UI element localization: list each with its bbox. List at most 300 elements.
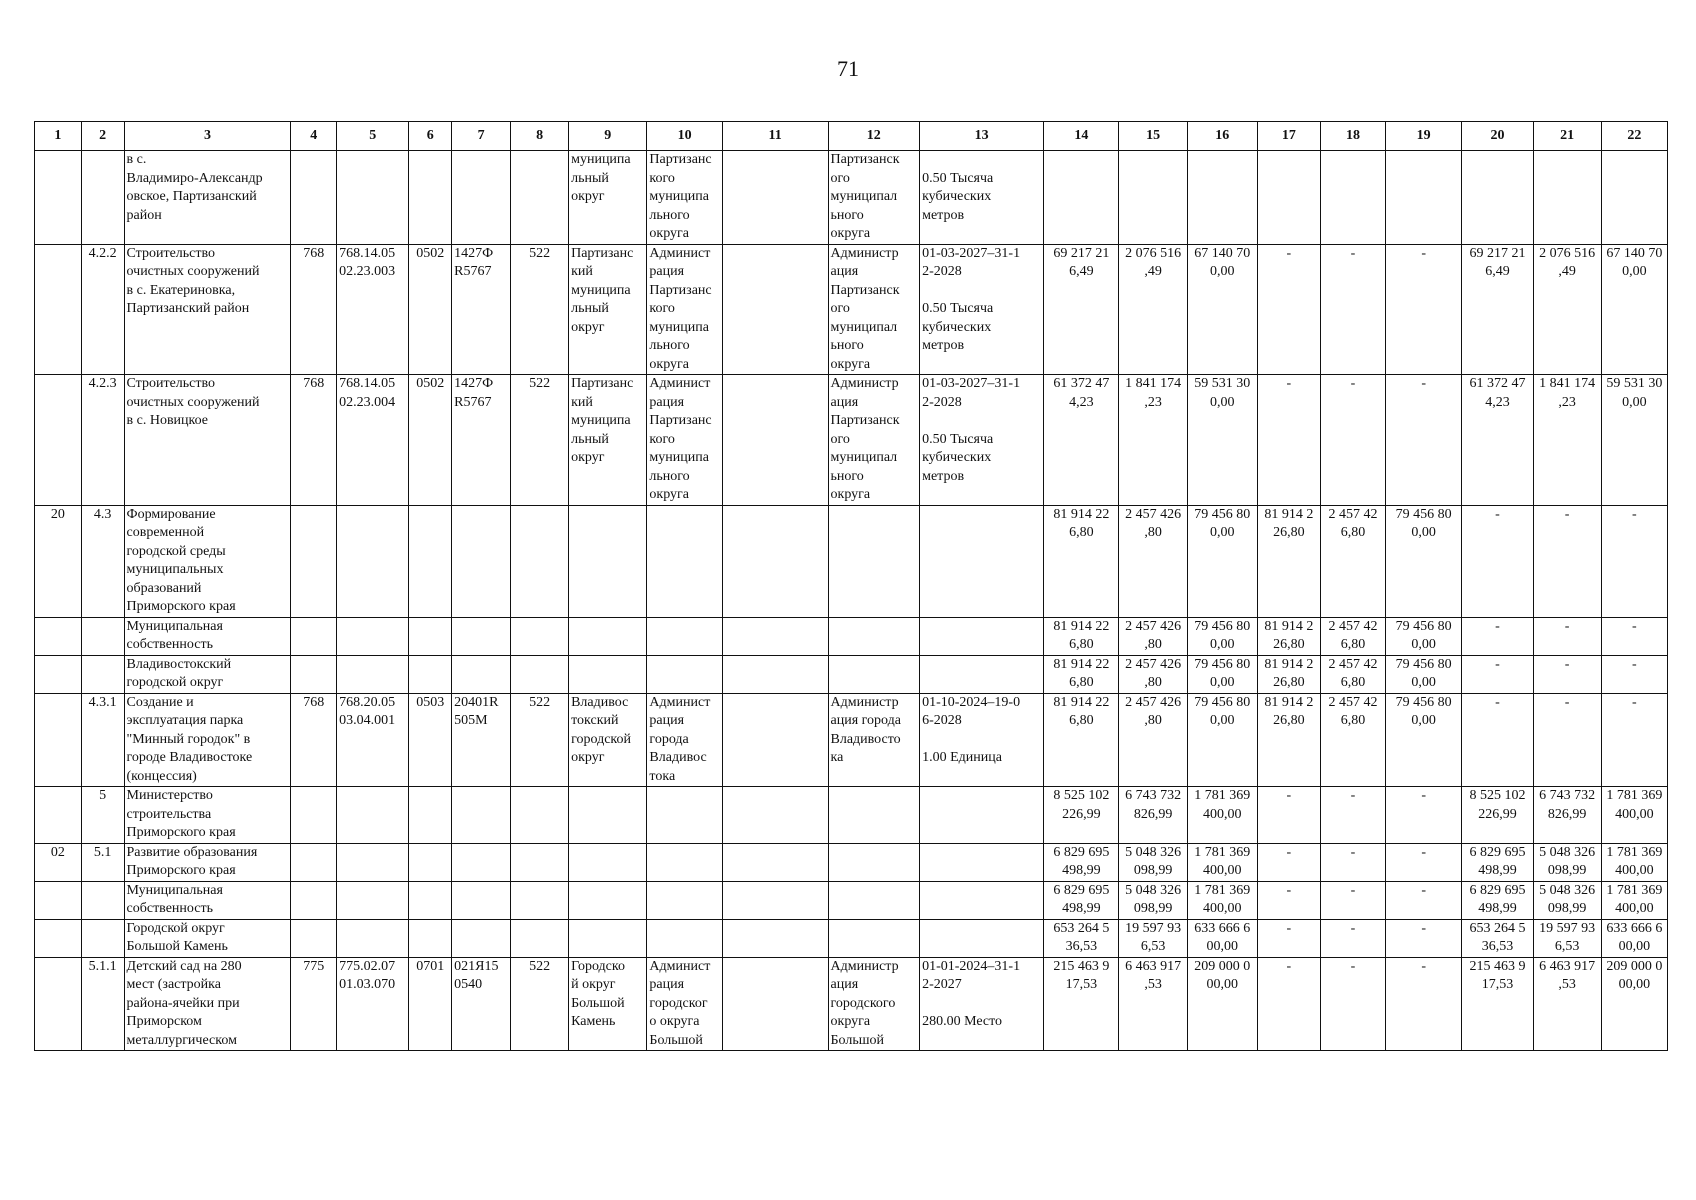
cell-col-15: 19 597 93 6,53 [1119, 919, 1187, 957]
cell-col-4: 775 [291, 957, 337, 1051]
cell-col-22 [1601, 151, 1667, 245]
cell-col-11 [722, 151, 828, 245]
cell-col-2: 4.3 [81, 505, 124, 617]
cell-col-21: 5 048 326 098,99 [1533, 843, 1601, 881]
cell-col-6 [409, 787, 452, 844]
cell-col-21: 5 048 326 098,99 [1533, 881, 1601, 919]
cell-col-2 [81, 881, 124, 919]
cell-col-22: 633 666 6 00,00 [1601, 919, 1667, 957]
header-row [35, 122, 1668, 151]
cell-col-14: 69 217 21 6,49 [1044, 244, 1119, 375]
cell-col-11 [722, 881, 828, 919]
cell-col-6 [409, 505, 452, 617]
cell-col-18: 2 457 42 6,80 [1320, 693, 1385, 787]
cell-col-12 [828, 617, 920, 655]
cell-col-1 [35, 617, 82, 655]
column-header-16: 16 [1187, 122, 1257, 151]
column-header-18: 18 [1320, 122, 1385, 151]
cell-col-17: - [1257, 843, 1320, 881]
cell-col-14: 81 914 22 6,80 [1044, 617, 1119, 655]
cell-col-12 [828, 919, 920, 957]
cell-col-20 [1462, 151, 1533, 245]
cell-col-5 [337, 505, 409, 617]
cell-col-19: - [1386, 375, 1462, 506]
cell-col-4 [291, 655, 337, 693]
table-row-5-1-1 [35, 957, 1668, 1051]
cell-col-10: Админист рация Партизанс кого муниципа льного округа [647, 375, 722, 506]
column-header-4: 4 [291, 122, 337, 151]
cell-col-1 [35, 655, 82, 693]
cell-col-10: Админист рация городског о округа Большой [647, 957, 722, 1051]
cell-col-11 [722, 919, 828, 957]
cell-col-12: Администр ация города Владивосто ка [828, 693, 920, 787]
cell-col-5 [337, 881, 409, 919]
cell-col-11 [722, 655, 828, 693]
cell-col-2: 4.2.2 [81, 244, 124, 375]
cell-col-13: 01-03-2027–31-1 2-2028 0.50 Тысяча кубических метров [920, 375, 1044, 506]
table-row-mun-own-2 [35, 881, 1668, 919]
cell-col-12: Администр ация Партизанск ого муниципал ьного округа [828, 244, 920, 375]
cell-col-20: - [1462, 617, 1533, 655]
cell-col-9: Городско й округ Большой Камень [569, 957, 647, 1051]
cell-col-6 [409, 617, 452, 655]
cell-col-13 [920, 919, 1044, 957]
cell-col-5 [337, 151, 409, 245]
cell-col-3: Строительство очистных сооружений в с. Новицкое [124, 375, 291, 506]
cell-col-12: Администр ация Партизанск ого муниципал ьного округа [828, 375, 920, 506]
cell-col-12: Администр ация городского округа Большой [828, 957, 920, 1051]
cell-col-13 [920, 617, 1044, 655]
cell-col-1: 02 [35, 843, 82, 881]
cell-col-1 [35, 919, 82, 957]
cell-col-1 [35, 957, 82, 1051]
cell-col-1 [35, 151, 82, 245]
cell-col-11 [722, 375, 828, 506]
column-header-8: 8 [511, 122, 569, 151]
cell-col-9 [569, 881, 647, 919]
cell-col-3: Городской округ Большой Камень [124, 919, 291, 957]
cell-col-12 [828, 881, 920, 919]
cell-col-17: - [1257, 244, 1320, 375]
cell-col-13 [920, 881, 1044, 919]
cell-col-17 [1257, 151, 1320, 245]
cell-col-5: 768.14.05 02.23.003 [337, 244, 409, 375]
cell-col-9 [569, 505, 647, 617]
cell-col-6 [409, 843, 452, 881]
cell-col-16 [1187, 151, 1257, 245]
cell-col-8: 522 [511, 693, 569, 787]
table-row-vladivostok [35, 655, 1668, 693]
cell-col-15: 2 457 426 ,80 [1119, 693, 1187, 787]
column-header-7: 7 [452, 122, 511, 151]
cell-col-14 [1044, 151, 1119, 245]
cell-col-13 [920, 505, 1044, 617]
table-row-4-3 [35, 505, 1668, 617]
cell-col-7: 1427Ф R5767 [452, 244, 511, 375]
table-row-mun-own-1 [35, 617, 1668, 655]
cell-col-4 [291, 881, 337, 919]
cell-col-11 [722, 244, 828, 375]
cell-col-17: 81 914 2 26,80 [1257, 617, 1320, 655]
cell-col-15 [1119, 151, 1187, 245]
column-header-2: 2 [81, 122, 124, 151]
cell-col-6: 0701 [409, 957, 452, 1051]
table-row-4-3-1 [35, 693, 1668, 787]
cell-col-18: 2 457 42 6,80 [1320, 655, 1385, 693]
cell-col-12 [828, 843, 920, 881]
cell-col-12 [828, 655, 920, 693]
cell-col-7 [452, 505, 511, 617]
cell-col-7: 021Я15 0540 [452, 957, 511, 1051]
cell-col-20: 8 525 102 226,99 [1462, 787, 1533, 844]
cell-col-20: 6 829 695 498,99 [1462, 881, 1533, 919]
cell-col-8: 522 [511, 244, 569, 375]
cell-col-7 [452, 919, 511, 957]
cell-col-9 [569, 787, 647, 844]
cell-col-8 [511, 655, 569, 693]
cell-col-8: 522 [511, 375, 569, 506]
cell-col-16: 1 781 369 400,00 [1187, 843, 1257, 881]
cell-col-19: - [1386, 881, 1462, 919]
cell-col-7: 1427Ф R5767 [452, 375, 511, 506]
cell-col-6: 0502 [409, 244, 452, 375]
cell-col-21: 19 597 93 6,53 [1533, 919, 1601, 957]
cell-col-19: - [1386, 957, 1462, 1051]
cell-col-10 [647, 505, 722, 617]
cell-col-21 [1533, 151, 1601, 245]
column-header-1: 1 [35, 122, 82, 151]
column-header-5: 5 [337, 122, 409, 151]
cell-col-8 [511, 505, 569, 617]
cell-col-10: Партизанс кого муниципа льного округа [647, 151, 722, 245]
column-header-20: 20 [1462, 122, 1533, 151]
cell-col-19: 79 456 80 0,00 [1386, 655, 1462, 693]
cell-col-10: Админист рация Партизанс кого муниципа льного округа [647, 244, 722, 375]
cell-col-9: муниципа льный округ [569, 151, 647, 245]
cell-col-19: 79 456 80 0,00 [1386, 617, 1462, 655]
cell-col-1: 20 [35, 505, 82, 617]
cell-col-18 [1320, 151, 1385, 245]
cell-col-15: 2 457 426 ,80 [1119, 617, 1187, 655]
cell-col-14: 215 463 9 17,53 [1044, 957, 1119, 1051]
cell-col-21: 6 463 917 ,53 [1533, 957, 1601, 1051]
cell-col-8 [511, 919, 569, 957]
cell-col-20: 61 372 47 4,23 [1462, 375, 1533, 506]
cell-col-2: 5 [81, 787, 124, 844]
cell-col-18: - [1320, 881, 1385, 919]
cell-col-21: - [1533, 617, 1601, 655]
cell-col-18: - [1320, 957, 1385, 1051]
cell-col-10 [647, 655, 722, 693]
cell-col-19: - [1386, 787, 1462, 844]
cell-col-3: Муниципальная собственность [124, 881, 291, 919]
cell-col-2: 4.2.3 [81, 375, 124, 506]
cell-col-7 [452, 881, 511, 919]
table-body [35, 151, 1668, 1051]
cell-col-20: - [1462, 505, 1533, 617]
cell-col-21: 2 076 516 ,49 [1533, 244, 1601, 375]
cell-col-16: 79 456 80 0,00 [1187, 655, 1257, 693]
column-header-12: 12 [828, 122, 920, 151]
cell-col-15: 5 048 326 098,99 [1119, 843, 1187, 881]
cell-col-5 [337, 787, 409, 844]
cell-col-14: 61 372 47 4,23 [1044, 375, 1119, 506]
cell-col-19: - [1386, 843, 1462, 881]
cell-col-17: 81 914 2 26,80 [1257, 505, 1320, 617]
cell-col-4 [291, 151, 337, 245]
cell-col-16: 79 456 80 0,00 [1187, 617, 1257, 655]
column-header-17: 17 [1257, 122, 1320, 151]
column-header-15: 15 [1119, 122, 1187, 151]
table-header [35, 122, 1668, 151]
cell-col-14: 81 914 22 6,80 [1044, 505, 1119, 617]
column-header-21: 21 [1533, 122, 1601, 151]
cell-col-4 [291, 787, 337, 844]
page-number: 71 [837, 56, 859, 81]
cell-col-20: 69 217 21 6,49 [1462, 244, 1533, 375]
cell-col-1 [35, 881, 82, 919]
table-row-bolshoy-kamen [35, 919, 1668, 957]
cell-col-16: 59 531 30 0,00 [1187, 375, 1257, 506]
cell-col-1 [35, 375, 82, 506]
cell-col-21: 6 743 732 826,99 [1533, 787, 1601, 844]
cell-col-19: - [1386, 919, 1462, 957]
cell-col-16: 1 781 369 400,00 [1187, 787, 1257, 844]
cell-col-18: 2 457 42 6,80 [1320, 617, 1385, 655]
cell-col-22: - [1601, 617, 1667, 655]
cell-col-2: 5.1.1 [81, 957, 124, 1051]
cell-col-18: 2 457 42 6,80 [1320, 505, 1385, 617]
cell-col-21: 1 841 174 ,23 [1533, 375, 1601, 506]
cell-col-1 [35, 244, 82, 375]
cell-col-14: 81 914 22 6,80 [1044, 655, 1119, 693]
cell-col-11 [722, 957, 828, 1051]
cell-col-16: 209 000 0 00,00 [1187, 957, 1257, 1051]
cell-col-22: 1 781 369 400,00 [1601, 843, 1667, 881]
column-header-14: 14 [1044, 122, 1119, 151]
cell-col-4 [291, 919, 337, 957]
cell-col-10 [647, 881, 722, 919]
cell-col-13 [920, 787, 1044, 844]
cell-col-14: 6 829 695 498,99 [1044, 881, 1119, 919]
cell-col-13: 01-03-2027–31-1 2-2028 0.50 Тысяча кубических метров [920, 244, 1044, 375]
cell-col-3: в с. Владимиро-Александр овское, Партизанский район [124, 151, 291, 245]
cell-col-13 [920, 655, 1044, 693]
cell-col-18: - [1320, 244, 1385, 375]
cell-col-14: 81 914 22 6,80 [1044, 693, 1119, 787]
cell-col-8 [511, 617, 569, 655]
cell-col-22: 209 000 0 00,00 [1601, 957, 1667, 1051]
cell-col-19 [1386, 151, 1462, 245]
cell-col-12: Партизанск ого муниципал ьного округа [828, 151, 920, 245]
column-header-3: 3 [124, 122, 291, 151]
cell-col-1 [35, 693, 82, 787]
cell-col-3: Министерство строительства Приморского края [124, 787, 291, 844]
cell-col-17: - [1257, 919, 1320, 957]
table-row-cont [35, 151, 1668, 245]
cell-col-1 [35, 787, 82, 844]
cell-col-12 [828, 505, 920, 617]
cell-col-21: - [1533, 693, 1601, 787]
cell-col-22: 1 781 369 400,00 [1601, 881, 1667, 919]
cell-col-10 [647, 787, 722, 844]
cell-col-5 [337, 617, 409, 655]
cell-col-17: 81 914 2 26,80 [1257, 655, 1320, 693]
cell-col-16: 79 456 80 0,00 [1187, 505, 1257, 617]
cell-col-18: - [1320, 843, 1385, 881]
column-header-9: 9 [569, 122, 647, 151]
cell-col-10 [647, 617, 722, 655]
cell-col-5 [337, 655, 409, 693]
cell-col-18: - [1320, 787, 1385, 844]
cell-col-7 [452, 843, 511, 881]
cell-col-22: - [1601, 655, 1667, 693]
cell-col-7: 20401R 505M [452, 693, 511, 787]
cell-col-4 [291, 843, 337, 881]
cell-col-20: 6 829 695 498,99 [1462, 843, 1533, 881]
cell-col-13: 01-01-2024–31-1 2-2027 280.00 Место [920, 957, 1044, 1051]
cell-col-10 [647, 919, 722, 957]
cell-col-2: 5.1 [81, 843, 124, 881]
cell-col-13: 01-10-2024–19-0 6-2028 1.00 Единица [920, 693, 1044, 787]
cell-col-4 [291, 617, 337, 655]
table-row-5 [35, 787, 1668, 844]
table-row-4-2-2 [35, 244, 1668, 375]
table-row-5-1 [35, 843, 1668, 881]
cell-col-19: - [1386, 244, 1462, 375]
cell-col-8 [511, 843, 569, 881]
cell-col-6 [409, 151, 452, 245]
cell-col-13: 0.50 Тысяча кубических метров [920, 151, 1044, 245]
cell-col-16: 633 666 6 00,00 [1187, 919, 1257, 957]
cell-col-20: 653 264 5 36,53 [1462, 919, 1533, 957]
cell-col-6: 0502 [409, 375, 452, 506]
table-row-4-2-3 [35, 375, 1668, 506]
cell-col-9: Владивос токский городской округ [569, 693, 647, 787]
cell-col-21: - [1533, 505, 1601, 617]
column-header-19: 19 [1386, 122, 1462, 151]
cell-col-17: - [1257, 881, 1320, 919]
cell-col-2 [81, 617, 124, 655]
cell-col-11 [722, 843, 828, 881]
cell-col-22: 1 781 369 400,00 [1601, 787, 1667, 844]
cell-col-17: - [1257, 787, 1320, 844]
cell-col-11 [722, 617, 828, 655]
column-header-10: 10 [647, 122, 722, 151]
cell-col-10: Админист рация города Владивос тока [647, 693, 722, 787]
cell-col-4 [291, 505, 337, 617]
column-header-22: 22 [1601, 122, 1667, 151]
cell-col-17: 81 914 2 26,80 [1257, 693, 1320, 787]
cell-col-13 [920, 843, 1044, 881]
cell-col-19: 79 456 80 0,00 [1386, 505, 1462, 617]
cell-col-4: 768 [291, 693, 337, 787]
cell-col-19: 79 456 80 0,00 [1386, 693, 1462, 787]
cell-col-15: 2 457 426 ,80 [1119, 505, 1187, 617]
cell-col-6: 0503 [409, 693, 452, 787]
cell-col-15: 2 076 516 ,49 [1119, 244, 1187, 375]
cell-col-9 [569, 617, 647, 655]
cell-col-2: 4.3.1 [81, 693, 124, 787]
cell-col-5 [337, 919, 409, 957]
cell-col-17: - [1257, 957, 1320, 1051]
cell-col-11 [722, 693, 828, 787]
cell-col-6 [409, 919, 452, 957]
cell-col-8 [511, 787, 569, 844]
cell-col-8: 522 [511, 957, 569, 1051]
cell-col-20: - [1462, 693, 1533, 787]
cell-col-7 [452, 655, 511, 693]
cell-col-9: Партизанс кий муниципа льный округ [569, 244, 647, 375]
cell-col-9 [569, 843, 647, 881]
cell-col-5: 768.14.05 02.23.004 [337, 375, 409, 506]
cell-col-9 [569, 919, 647, 957]
cell-col-9: Партизанс кий муниципа льный округ [569, 375, 647, 506]
cell-col-3: Развитие образования Приморского края [124, 843, 291, 881]
cell-col-6 [409, 655, 452, 693]
cell-col-18: - [1320, 375, 1385, 506]
cell-col-5: 775.02.07 01.03.070 [337, 957, 409, 1051]
cell-col-15: 6 463 917 ,53 [1119, 957, 1187, 1051]
cell-col-8 [511, 881, 569, 919]
cell-col-5 [337, 843, 409, 881]
cell-col-11 [722, 505, 828, 617]
cell-col-15: 6 743 732 826,99 [1119, 787, 1187, 844]
cell-col-3: Детский сад на 280 мест (застройка района-ячейки при Приморском металлургическом [124, 957, 291, 1051]
cell-col-14: 8 525 102 226,99 [1044, 787, 1119, 844]
cell-col-16: 67 140 70 0,00 [1187, 244, 1257, 375]
cell-col-21: - [1533, 655, 1601, 693]
cell-col-5: 768.20.05 03.04.001 [337, 693, 409, 787]
cell-col-16: 1 781 369 400,00 [1187, 881, 1257, 919]
cell-col-3: Владивостокский городской округ [124, 655, 291, 693]
cell-col-16: 79 456 80 0,00 [1187, 693, 1257, 787]
cell-col-12 [828, 787, 920, 844]
cell-col-7 [452, 787, 511, 844]
cell-col-15: 2 457 426 ,80 [1119, 655, 1187, 693]
cell-col-22: 67 140 70 0,00 [1601, 244, 1667, 375]
cell-col-22: - [1601, 505, 1667, 617]
cell-col-8 [511, 151, 569, 245]
cell-col-14: 6 829 695 498,99 [1044, 843, 1119, 881]
column-header-6: 6 [409, 122, 452, 151]
registry-table [34, 121, 1668, 1051]
cell-col-20: - [1462, 655, 1533, 693]
cell-col-22: 59 531 30 0,00 [1601, 375, 1667, 506]
cell-col-7 [452, 151, 511, 245]
cell-col-14: 653 264 5 36,53 [1044, 919, 1119, 957]
cell-col-9 [569, 655, 647, 693]
cell-col-7 [452, 617, 511, 655]
cell-col-3: Формирование современной городской среды муниципальных образований Приморского края [124, 505, 291, 617]
cell-col-3: Муниципальная собственность [124, 617, 291, 655]
cell-col-20: 215 463 9 17,53 [1462, 957, 1533, 1051]
cell-col-4: 768 [291, 244, 337, 375]
cell-col-3: Строительство очистных сооружений в с. Екатериновка, Партизанский район [124, 244, 291, 375]
cell-col-15: 5 048 326 098,99 [1119, 881, 1187, 919]
cell-col-10 [647, 843, 722, 881]
cell-col-4: 768 [291, 375, 337, 506]
column-header-13: 13 [920, 122, 1044, 151]
cell-col-2 [81, 151, 124, 245]
cell-col-15: 1 841 174 ,23 [1119, 375, 1187, 506]
cell-col-18: - [1320, 919, 1385, 957]
cell-col-17: - [1257, 375, 1320, 506]
cell-col-2 [81, 919, 124, 957]
cell-col-6 [409, 881, 452, 919]
cell-col-22: - [1601, 693, 1667, 787]
cell-col-11 [722, 787, 828, 844]
